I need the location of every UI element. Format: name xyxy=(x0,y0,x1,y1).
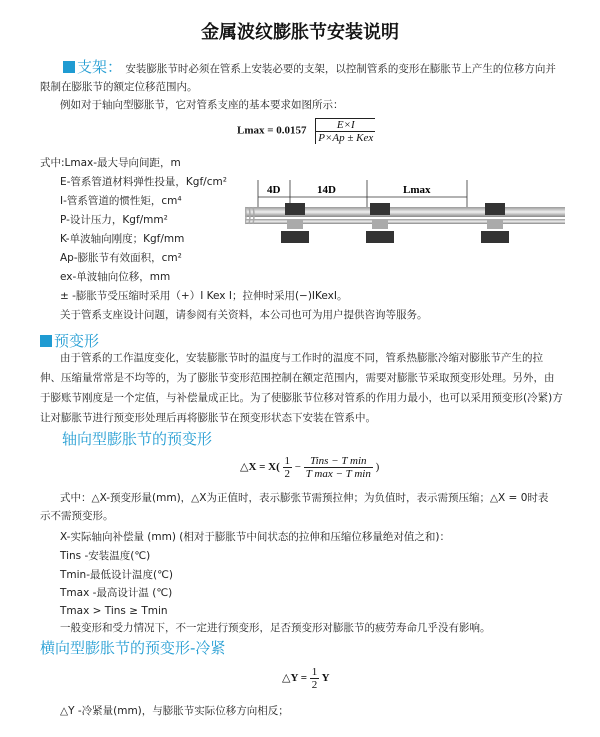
formula-numerator: Tins − T min xyxy=(304,455,373,468)
formula-close: ) xyxy=(375,461,380,474)
axial-line: Tmax > Tins ≥ Tmin xyxy=(60,605,168,617)
lateral-heading: 横向型膨胀节的预变形-冷紧 xyxy=(40,639,226,657)
predeform-para-line: 由于管系的工作温度变化，安装膨胀节时的温度与工作时的温度不同，管系热膨胀冷缩对膨胀节产生的拉 xyxy=(60,352,543,364)
axial-line: 式中：△X-预变形量(mm)，△X为正值时，表示膨张节需预拉伸；为负值时，表示需预压缩；△X = 0时表 xyxy=(60,492,549,504)
support-section-header xyxy=(63,58,556,78)
lateral-line: △Y -冷紧量(mm)，与膨胀节实际位移方向相反； xyxy=(60,705,289,717)
axial-line: X-实际轴向补偿量 (mm) (相对于膨胀节中间状态的拉伸和压缩位移量绝对值之和)： xyxy=(60,531,450,543)
support-heading xyxy=(63,58,122,76)
var-line: 式中:Lmax-最大导向间距，m xyxy=(40,157,181,169)
formula-denominator: T max − T min xyxy=(305,468,371,480)
formula-denominator: P×Ap ± Kex xyxy=(318,132,374,144)
formula-half-num: 1 xyxy=(284,455,291,467)
var-line: ± -膨胀节受压缩时采用（+）I Kex I；拉伸时采用(−)IKexI。 xyxy=(60,290,348,302)
predeform-para-line: 伸、压缩量常常是不均等的，为了膨胀节变形范围控制在额定范围内，需要对膨胀节采取预变形处理。另外，由 xyxy=(40,372,555,384)
dim-label-4d: 4D xyxy=(267,184,281,196)
var-line: I-管系管道的惯性矩，cm⁴ xyxy=(60,195,182,207)
dim-label-14d: 14D xyxy=(317,184,336,196)
formula-rhs: Y xyxy=(321,672,330,685)
axial-formula xyxy=(240,455,379,480)
formula-lhs: △Y = xyxy=(282,672,308,685)
formula-numerator: E×I xyxy=(316,119,375,132)
var-line: P-设计压力，Kgf/mm² xyxy=(60,214,168,226)
support-heading-text: 支架： xyxy=(77,58,123,76)
formula-denominator: 2 xyxy=(311,679,318,691)
predeform-heading-text: 预变形 xyxy=(54,332,100,350)
page-title: 金属波纹膨胀节安装说明 xyxy=(201,22,399,43)
axial-heading: 轴向型膨胀节的预变形 xyxy=(62,430,213,448)
predeform-heading xyxy=(40,330,99,351)
dim-label-lmax: Lmax xyxy=(403,184,431,196)
var-line: Ap-膨胀节有效面积，cm² xyxy=(60,252,182,264)
axial-line: Tmin-最低设计温度(℃) xyxy=(60,569,173,581)
support-para-line2: 限制在膨胀节的额定位移范围内。 xyxy=(40,81,198,93)
support-example: 例如对于轴向型膨胀节，它对管系支座的基本要求如图所示： xyxy=(60,99,344,111)
pipe-support-diagram xyxy=(245,175,565,260)
axial-line: Tmax -最高设计温 (℃) xyxy=(60,587,173,599)
var-line: K-单波轴向刚度；Kgf/mm xyxy=(60,233,185,245)
var-line: E-管系管道材料弹性投量，Kgf/cm² xyxy=(60,176,227,188)
predeform-para-line: 让对膨胀节进行预变形处理后再将膨胀节在预变形状态下安装在管系中。 xyxy=(40,412,376,424)
support-para-line1: 安装膨胀节时必须在管系上安装必要的支架，以控制管系的变形在膨胀节上产生的位移方向并 xyxy=(125,63,556,75)
formula-minus: − xyxy=(294,461,301,474)
var-line: ex-单波轴向位移，mm xyxy=(60,271,171,283)
formula-half-den: 2 xyxy=(284,468,291,480)
lmax-formula xyxy=(237,118,375,144)
formula-lhs: Lmax = 0.0157 xyxy=(237,124,307,137)
axial-line: 示不需预变形。 xyxy=(40,510,114,522)
axial-line: Tins -安装温度(℃) xyxy=(60,550,151,562)
lateral-formula xyxy=(282,666,330,691)
axial-line: 一般变形和受力情况下，不一定进行预变形，足否预变形对膨胀节的疲劳寿命几乎没有影响。 xyxy=(60,622,491,634)
var-line: 关于管系支座设计问题，请参阅有关资料，本公司也可为用户提供咨询等服务。 xyxy=(60,309,428,321)
predeform-para-line: 于膨账节刚度是一个定值，与补偿量成正比。为了使膨胀节位移对管系的作用力最小，也可以采用预变形(冷紧)方 xyxy=(40,392,563,404)
square-bullet-icon xyxy=(63,61,75,73)
formula-lhs: △X = X( xyxy=(240,461,280,474)
formula-numerator: 1 xyxy=(311,666,318,678)
square-bullet-icon xyxy=(40,335,52,347)
